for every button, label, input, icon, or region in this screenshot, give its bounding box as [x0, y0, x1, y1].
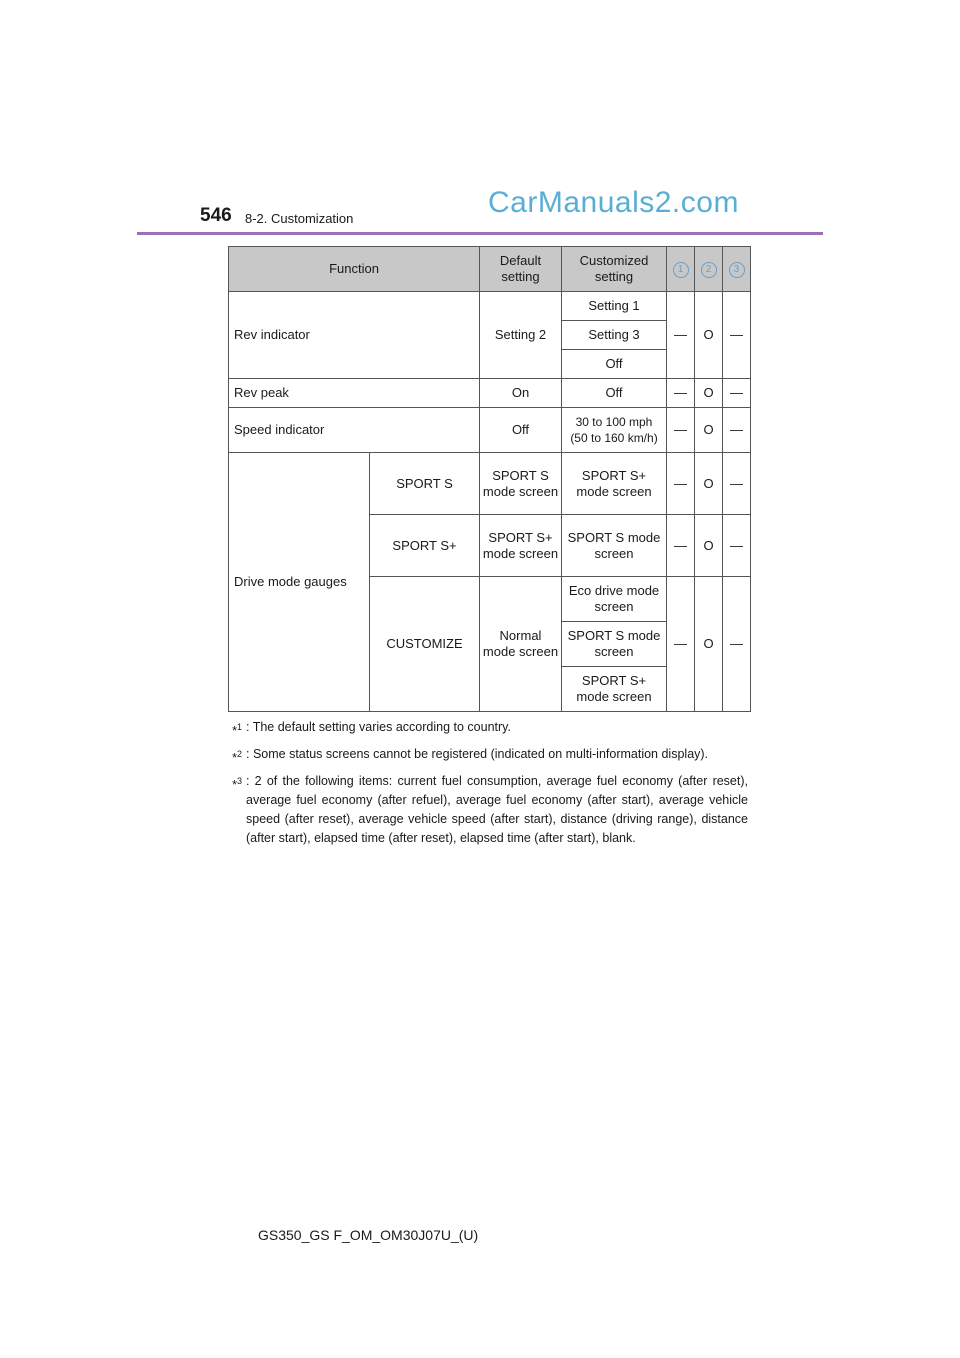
sport-s-c1: —	[667, 453, 695, 515]
speed-indicator-c1: —	[667, 408, 695, 453]
speed-indicator-function: Speed indicator	[229, 408, 480, 453]
table-row	[229, 453, 751, 515]
footnotes	[200, 718, 748, 852]
circled-3-icon: 3	[729, 262, 745, 278]
rev-peak-c3: —	[723, 379, 751, 408]
sport-s-plus-default: SPORT S+ mode screen	[480, 515, 562, 577]
table-row	[229, 379, 751, 408]
circled-2-icon: 2	[701, 262, 717, 278]
rev-indicator-option: Off	[562, 350, 667, 379]
footnote-mark: *$^1$	[232, 722, 242, 739]
rev-peak-default: On	[480, 379, 562, 408]
speed-indicator-custom	[562, 408, 667, 453]
sport-s-plus-c1: —	[667, 515, 695, 577]
rev-indicator-function: Rev indicator	[229, 292, 480, 379]
customize-option: SPORT S mode screen	[562, 622, 667, 667]
footnote	[200, 745, 748, 768]
sport-s-default: SPORT S mode screen	[480, 453, 562, 515]
table-header-row	[229, 247, 751, 292]
document-id: GS350_GS F_OM_OM30J07U_(U)	[258, 1227, 479, 1243]
customize-default: Normal mode screen	[480, 577, 562, 712]
page-number: 546	[200, 205, 232, 226]
customization-table	[228, 246, 751, 712]
rev-indicator-c3: —	[723, 292, 751, 379]
section-title: 8-2. Customization	[245, 211, 354, 226]
speed-indicator-c2: O	[695, 408, 723, 453]
header-col-1	[667, 247, 695, 292]
rev-indicator-c2: O	[695, 292, 723, 379]
customize-mode: CUSTOMIZE	[370, 577, 480, 712]
footnote	[200, 772, 748, 848]
sport-s-custom: SPORT S+ mode screen	[562, 453, 667, 515]
circled-1-icon: 1	[673, 262, 689, 278]
header-function: Function	[229, 247, 480, 292]
header-customized-setting: Customized setting	[562, 247, 667, 292]
footnote-text: : The default setting varies according to country.	[246, 720, 511, 734]
customize-c2: O	[695, 577, 723, 712]
header-default-setting: Default setting	[480, 247, 562, 292]
speed-indicator-c3: —	[723, 408, 751, 453]
customize-option: Eco drive mode screen	[562, 577, 667, 622]
rev-indicator-option: Setting 3	[562, 321, 667, 350]
rev-peak-function: Rev peak	[229, 379, 480, 408]
drive-mode-function: Drive mode gauges	[229, 453, 370, 712]
customize-c3: —	[723, 577, 751, 712]
sport-s-mode: SPORT S	[370, 453, 480, 515]
rev-indicator-option: Setting 1	[562, 292, 667, 321]
customize-option: SPORT S+ mode screen	[562, 667, 667, 712]
speed-range-kmh: (50 to 160 km/h)	[570, 431, 658, 445]
customize-c1: —	[667, 577, 695, 712]
footnote-text: : Some status screens cannot be registered (indicated on multi-information display).	[246, 747, 709, 762]
sport-s-plus-mode: SPORT S+	[370, 515, 480, 577]
sport-s-c2: O	[695, 453, 723, 515]
sport-s-c3: —	[723, 453, 751, 515]
rev-peak-c1: —	[667, 379, 695, 408]
footnote	[200, 718, 748, 741]
rev-peak-c2: O	[695, 379, 723, 408]
rev-indicator-default: Setting 2	[480, 292, 562, 379]
sport-s-plus-c3: —	[723, 515, 751, 577]
header-col-3	[723, 247, 751, 292]
speed-indicator-default: Off	[480, 408, 562, 453]
table-row	[229, 408, 751, 453]
rev-peak-custom: Off	[562, 379, 667, 408]
sport-s-plus-c2: O	[695, 515, 723, 577]
rev-indicator-c1: —	[667, 292, 695, 379]
footnote-mark: *$^2$	[232, 749, 242, 766]
header-rule	[137, 232, 823, 235]
watermark: CarManuals2.com	[488, 186, 739, 219]
sport-s-plus-custom: SPORT S mode screen	[562, 515, 667, 577]
table-row	[229, 292, 751, 321]
header-col-2	[695, 247, 723, 292]
footnote-text: : 2 of the following items: current fuel consumption, average fuel economy (after reset), average fuel economy (after refuel), average fuel economy (after start), average vehicle speed (after reset), average vehicle speed (after start), distance (driving range), distance (after start), elapsed time (after reset), elapsed time (after start), blank.	[246, 774, 748, 846]
speed-range-mph: 30 to 100 mph	[575, 415, 653, 429]
footnote-mark: *$^3$	[232, 776, 242, 793]
